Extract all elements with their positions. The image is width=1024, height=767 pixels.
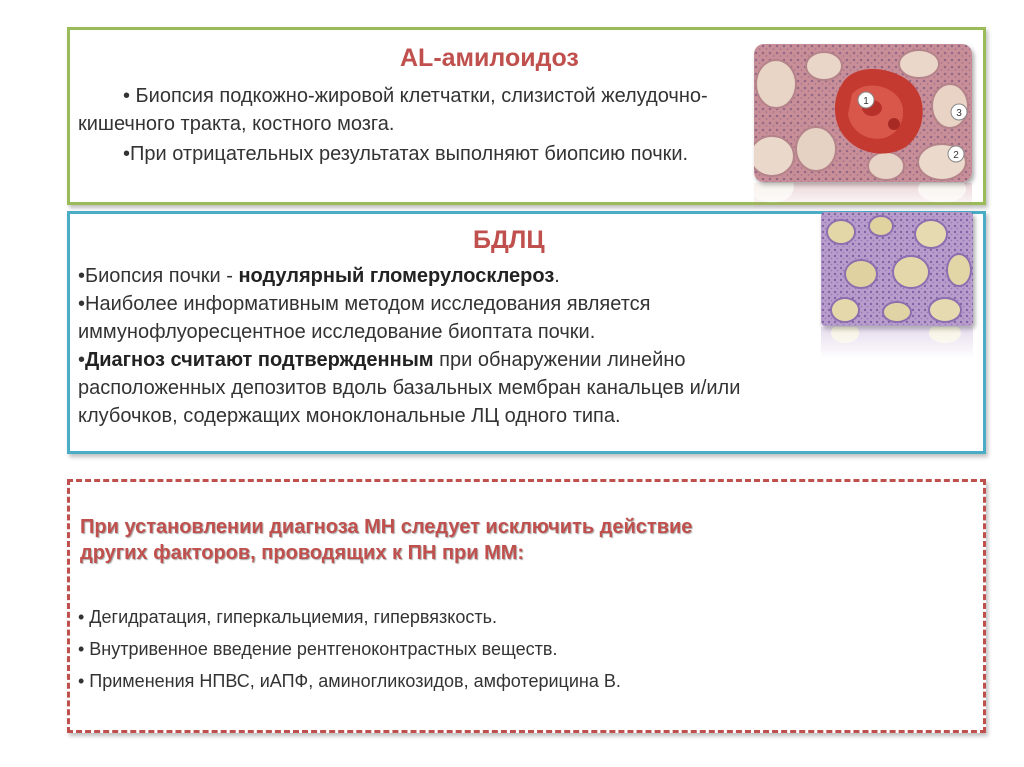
exclusion-heading-line2: других факторов, проводящих к ПН при ММ: (80, 542, 525, 564)
amyloid-histology-reflection (754, 183, 972, 211)
amyloid-histology-graphic (754, 44, 972, 182)
histology-label-2: 2 (953, 150, 959, 161)
amyloidosis-bullet-biopsy: • Биопсия подкожно-жировой клетчатки, слизистой желудочно-кишечного тракта, костного мозга. (78, 85, 708, 135)
exclusion-heading-line1: При установлении диагноза МН следует исключить действие (80, 516, 693, 538)
bdlc-line-immunofluorescence: иммунофлуоресцентное исследование биоптата почки. (78, 321, 596, 343)
histology-label-3: 3 (956, 108, 962, 119)
bdlc-title: БДЛЦ (473, 226, 545, 254)
bdlc-line-biopsy: •Биопсия почки - нодулярный гломерулосклероз. (78, 265, 560, 287)
bdlc-line-glomeruli: клубочков, содержащих моноклональные ЛЦ одного типа. (78, 405, 621, 427)
bdlc-text (78, 262, 740, 430)
histology-label-1: 1 (863, 96, 869, 107)
factor-item-dehydration: • Дегидратация, гиперкальциемия, гипервязкость. (78, 607, 497, 627)
amyloid-histology-image (754, 44, 972, 182)
diagnosis-confirmed-term: Диагноз считают подтвержденным (85, 349, 434, 371)
bdlc-line-diagnosis: •Диагноз считают подтвержденным при обнаружении линейно (78, 349, 686, 371)
factor-item-contrast: • Внутривенное введение рентгеноконтрастных веществ. (78, 639, 558, 659)
bdlc-line-deposits: расположенных депозитов вдоль базальных мембран канальцев и/или (78, 377, 741, 399)
bdlc-histology-graphic (821, 212, 973, 326)
nodular-glomerulosclerosis-term: нодулярный гломерулосклероз (238, 265, 555, 287)
exclusion-heading (80, 514, 692, 566)
bdlc-histology-image (821, 212, 973, 326)
amyloidosis-bullet-kidney: •При отрицательных результатах выполняют биопсию почки. (123, 143, 689, 165)
factor-item-drugs: • Применения НПВС, иАПФ, аминогликозидов, амфотерицина В. (78, 671, 621, 691)
exclusion-factors-list (78, 604, 621, 700)
bdlc-histology-reflection (821, 327, 973, 359)
amyloidosis-title: AL-амилоидоз (400, 44, 579, 72)
bdlc-line-method: •Наиболее информативным методом исследования является (78, 293, 651, 315)
